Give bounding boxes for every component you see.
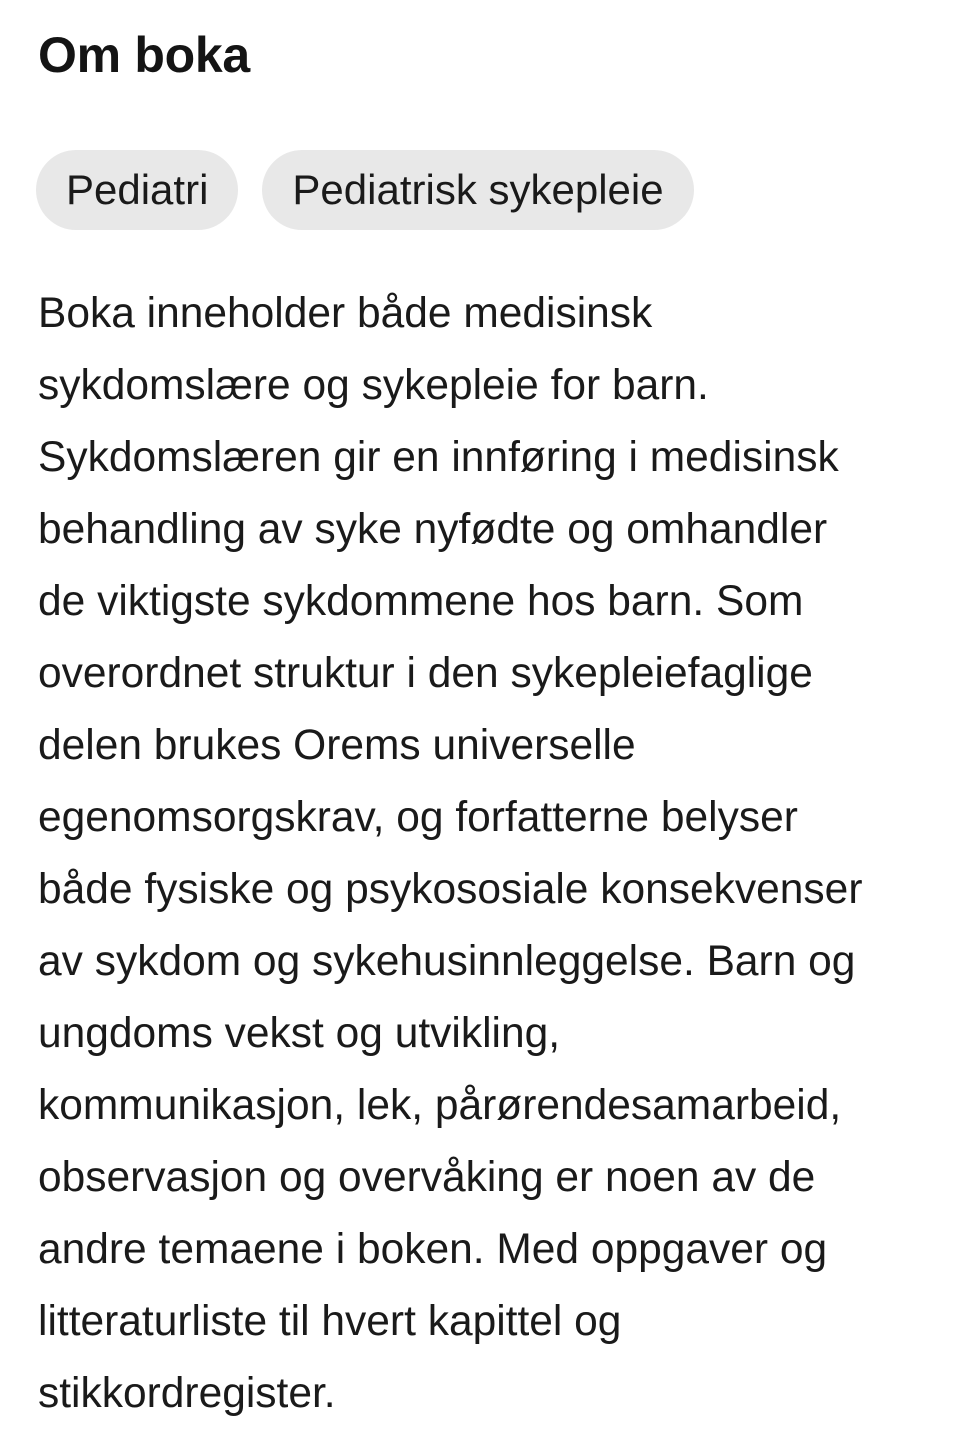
description-line: andre temaene i boken. Med oppgaver og: [38, 1226, 828, 1273]
description-line: delen brukes Orems universelle: [38, 722, 636, 769]
description-line: Boka inneholder både medisinsk: [38, 290, 653, 337]
description-line: egenomsorgskrav, og forfatterne belyser: [38, 794, 798, 841]
description-line: observasjon og overvåking er noen av de: [38, 1154, 816, 1201]
description-line: av sykdom og sykehusinnleggelse. Barn og: [38, 938, 856, 985]
book-description: [38, 278, 928, 1430]
description-line: stikkordregister.: [38, 1370, 336, 1417]
section-title: Om boka: [38, 27, 250, 83]
description-line: både fysiske og psykososiale konsekvenser: [38, 866, 863, 913]
description-line: litteraturliste til hvert kapittel og: [38, 1298, 622, 1345]
description-line: ungdoms vekst og utvikling,: [38, 1010, 561, 1057]
description-line: kommunikasjon, lek, pårørendesamarbeid,: [38, 1082, 842, 1129]
tag-chip-pediatrisk-sykepleie[interactable]: Pediatrisk sykepleie: [262, 150, 693, 230]
tag-list: [36, 150, 694, 230]
description-line: behandling av syke nyfødte og omhandler: [38, 506, 828, 553]
description-line: Sykdomslæren gir en innføring i medisinsk: [38, 434, 839, 481]
description-line: overordnet struktur i den sykepleiefaglige: [38, 650, 813, 697]
description-line: de viktigste sykdommene hos barn. Som: [38, 578, 804, 625]
description-line: sykdomslære og sykepleie for barn.: [38, 362, 709, 409]
tag-chip-pediatri[interactable]: Pediatri: [36, 150, 238, 230]
